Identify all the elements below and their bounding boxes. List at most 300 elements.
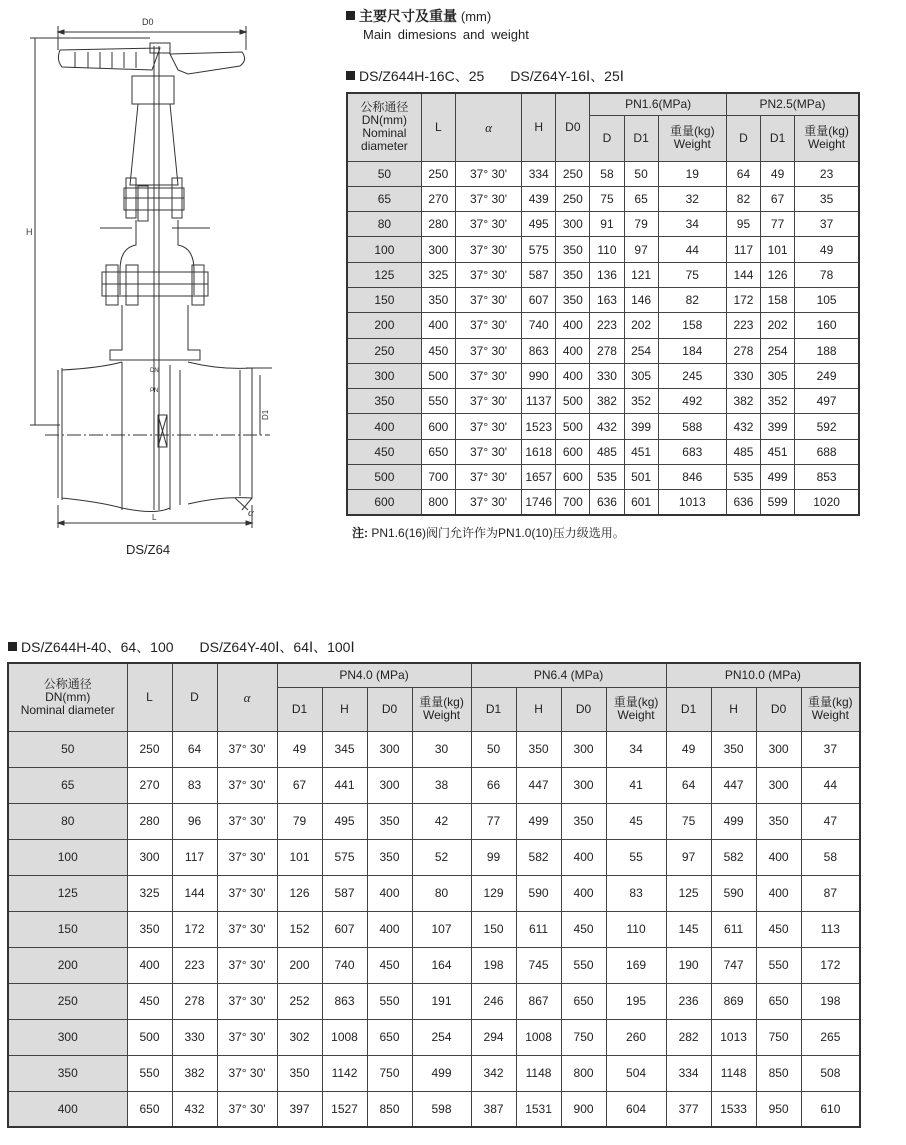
header-weight <box>606 687 666 731</box>
table-cell: 254 <box>761 338 795 363</box>
row-dn-cell: 350 <box>8 1055 127 1091</box>
table-cell: 50 <box>624 161 658 186</box>
table-cell: 144 <box>172 875 217 911</box>
table-cell: 1523 <box>522 414 556 439</box>
table-cell: 350 <box>561 803 606 839</box>
table-cell: 1527 <box>322 1091 367 1127</box>
table-cell: 75 <box>666 803 711 839</box>
header-l: L <box>127 663 172 731</box>
table-cell: 1618 <box>522 439 556 464</box>
table-cell: 500 <box>127 1019 172 1055</box>
table-cell: 747 <box>711 947 756 983</box>
table-cell: 350 <box>421 287 455 312</box>
table-cell: 110 <box>606 911 666 947</box>
dimension-table-pn16-25 <box>346 92 860 516</box>
table-cell: 450 <box>756 911 801 947</box>
table-cell: 495 <box>522 212 556 237</box>
table-cell: 550 <box>367 983 412 1019</box>
table-cell: 485 <box>590 439 624 464</box>
table-cell: 37° 30' <box>455 287 521 312</box>
table-cell: 450 <box>421 338 455 363</box>
row-dn-cell: 300 <box>8 1019 127 1055</box>
table-cell: 252 <box>277 983 322 1019</box>
table-cell: 451 <box>761 439 795 464</box>
header-group-pn64: PN6.4 (MPa) <box>471 663 666 687</box>
table-cell: 377 <box>666 1091 711 1127</box>
table-cell: 117 <box>172 839 217 875</box>
table-cell: 65 <box>624 186 658 211</box>
table-cell: 600 <box>556 439 590 464</box>
table-cell: 400 <box>367 911 412 947</box>
dn-plate-label: DN <box>150 368 159 374</box>
table-cell: 1148 <box>516 1055 561 1091</box>
header-weight-en: Weight <box>811 708 849 722</box>
header-weight-cn: 重量(kg) <box>669 124 715 138</box>
row-dn-cell: 500 <box>347 465 421 490</box>
header-weight-en: Weight <box>808 137 846 151</box>
table-cell: 750 <box>561 1019 606 1055</box>
table-cell: 382 <box>726 389 760 414</box>
header-dn-en2: Nominal diameter <box>20 702 115 717</box>
table-cell: 136 <box>590 262 624 287</box>
table-cell: 500 <box>556 414 590 439</box>
table-cell: 1013 <box>658 490 726 515</box>
table-row <box>347 186 859 211</box>
table-row <box>347 389 859 414</box>
table-cell: 740 <box>522 313 556 338</box>
table-cell: 900 <box>561 1091 606 1127</box>
table-row <box>347 161 859 186</box>
table-cell: 300 <box>561 731 606 767</box>
table-cell: 160 <box>795 313 859 338</box>
table-cell: 280 <box>127 803 172 839</box>
table-row <box>8 983 860 1019</box>
row-dn-cell: 65 <box>347 186 421 211</box>
table-cell: 79 <box>624 212 658 237</box>
table-cell: 79 <box>277 803 322 839</box>
table-cell: 126 <box>277 875 322 911</box>
header-alpha: α <box>217 663 277 731</box>
table-cell: 588 <box>658 414 726 439</box>
table-cell: 49 <box>666 731 711 767</box>
table-cell: 64 <box>666 767 711 803</box>
table-cell: 37° 30' <box>217 911 277 947</box>
header-l: L <box>421 93 455 161</box>
table-cell: 125 <box>666 875 711 911</box>
table-cell: 325 <box>127 875 172 911</box>
table-cell: 397 <box>277 1091 322 1127</box>
table-cell: 400 <box>421 313 455 338</box>
table-cell: 44 <box>801 767 860 803</box>
valve-drawing <box>20 10 320 530</box>
table-cell: 950 <box>756 1091 801 1127</box>
table-cell: 1137 <box>522 389 556 414</box>
table1-note <box>352 524 625 541</box>
table-cell: 55 <box>606 839 666 875</box>
table-cell: 740 <box>322 947 367 983</box>
table-cell: 278 <box>590 338 624 363</box>
h-dimension <box>26 38 150 425</box>
table-cell: 191 <box>412 983 471 1019</box>
table-cell: 305 <box>624 363 658 388</box>
table-cell: 37° 30' <box>455 439 521 464</box>
row-dn-cell: 80 <box>8 803 127 839</box>
header-alpha: α <box>455 93 521 161</box>
table-cell: 550 <box>756 947 801 983</box>
table-cell: 400 <box>556 338 590 363</box>
table-row <box>8 767 860 803</box>
table-cell: 254 <box>412 1019 471 1055</box>
header-d: D <box>726 115 760 161</box>
row-dn-cell: 200 <box>8 947 127 983</box>
d1-label: D1 <box>261 409 270 420</box>
handwheel <box>58 43 244 74</box>
row-dn-cell: 100 <box>347 237 421 262</box>
table-cell: 499 <box>761 465 795 490</box>
table-row <box>8 803 860 839</box>
l-dimension <box>58 505 252 528</box>
table-cell: 800 <box>421 490 455 515</box>
table-cell: 300 <box>561 767 606 803</box>
table-cell: 400 <box>561 839 606 875</box>
table-cell: 58 <box>801 839 860 875</box>
table-cell: 500 <box>556 389 590 414</box>
dimension-table-pn40-64-100 <box>7 662 861 1128</box>
header-d1: D1 <box>761 115 795 161</box>
table-cell: 700 <box>421 465 455 490</box>
header-weight-cn: 重量(kg) <box>613 695 659 709</box>
table-cell: 97 <box>624 237 658 262</box>
table-cell: 600 <box>421 414 455 439</box>
table-cell: 49 <box>795 237 859 262</box>
table-cell: 32 <box>658 186 726 211</box>
table-cell: 19 <box>658 161 726 186</box>
header-d0: D0 <box>556 93 590 161</box>
table-cell: 382 <box>172 1055 217 1091</box>
table-cell: 200 <box>277 947 322 983</box>
table-cell: 236 <box>666 983 711 1019</box>
table-row <box>8 947 860 983</box>
section-subtitle: Main dimesions and weight <box>363 27 529 42</box>
header-d1: D1 <box>666 687 711 731</box>
header-d1: D1 <box>277 687 322 731</box>
table-cell: 129 <box>471 875 516 911</box>
table-cell: 37° 30' <box>217 839 277 875</box>
table-cell: 113 <box>801 911 860 947</box>
table-cell: 590 <box>516 875 561 911</box>
table-cell: 37° 30' <box>217 875 277 911</box>
table-cell: 325 <box>421 262 455 287</box>
header-dn-en1: DN(mm) <box>361 113 408 128</box>
table-cell: 450 <box>127 983 172 1019</box>
row-dn-cell: 65 <box>8 767 127 803</box>
header-h: H <box>322 687 367 731</box>
table-cell: 66 <box>471 767 516 803</box>
table-cell: 334 <box>522 161 556 186</box>
table-cell: 80 <box>412 875 471 911</box>
table-cell: 294 <box>471 1019 516 1055</box>
table-cell: 350 <box>516 731 561 767</box>
table-cell: 610 <box>801 1091 860 1127</box>
l-label: L <box>152 513 157 522</box>
table-row <box>347 262 859 287</box>
table-cell: 300 <box>367 767 412 803</box>
table-cell: 47 <box>801 803 860 839</box>
table-cell: 45 <box>606 803 666 839</box>
table-cell: 1013 <box>711 1019 756 1055</box>
table-cell: 37° 30' <box>455 237 521 262</box>
table-cell: 432 <box>590 414 624 439</box>
table-cell: 1142 <box>322 1055 367 1091</box>
title-unit: (mm) <box>460 9 492 24</box>
table-cell: 270 <box>127 767 172 803</box>
table-row <box>8 1019 860 1055</box>
table-cell: 305 <box>761 363 795 388</box>
table-cell: 683 <box>658 439 726 464</box>
table-cell: 497 <box>795 389 859 414</box>
model-a: DS/Z644H-16C、25 <box>359 68 485 84</box>
table-cell: 492 <box>658 389 726 414</box>
table-cell: 37° 30' <box>217 767 277 803</box>
table-cell: 688 <box>795 439 859 464</box>
table-row <box>347 338 859 363</box>
table-cell: 95 <box>726 212 760 237</box>
table-cell: 650 <box>421 439 455 464</box>
table-cell: 601 <box>624 490 658 515</box>
table-cell: 300 <box>421 237 455 262</box>
table-cell: 599 <box>761 490 795 515</box>
table-cell: 282 <box>666 1019 711 1055</box>
table-cell: 152 <box>277 911 322 947</box>
table-cell: 499 <box>711 803 756 839</box>
table-cell: 270 <box>421 186 455 211</box>
table-cell: 250 <box>556 186 590 211</box>
table-cell: 97 <box>666 839 711 875</box>
table-cell: 82 <box>658 287 726 312</box>
row-dn-cell: 300 <box>347 363 421 388</box>
table-cell: 260 <box>606 1019 666 1055</box>
table-cell: 101 <box>761 237 795 262</box>
table-cell: 863 <box>522 338 556 363</box>
table-cell: 750 <box>367 1055 412 1091</box>
header-dn-en2: Nominal <box>362 126 407 141</box>
table1-body <box>347 161 859 515</box>
row-dn-cell: 400 <box>8 1091 127 1127</box>
table-cell: 145 <box>666 911 711 947</box>
table-row <box>347 490 859 515</box>
table-cell: 1746 <box>522 490 556 515</box>
table-cell: 163 <box>590 287 624 312</box>
header-weight <box>795 115 859 161</box>
table-cell: 278 <box>172 983 217 1019</box>
table-cell: 41 <box>606 767 666 803</box>
table-cell: 91 <box>590 212 624 237</box>
table-cell: 195 <box>606 983 666 1019</box>
table-cell: 169 <box>606 947 666 983</box>
table-cell: 853 <box>795 465 859 490</box>
header-d1: D1 <box>471 687 516 731</box>
table-cell: 650 <box>127 1091 172 1127</box>
table-cell: 575 <box>522 237 556 262</box>
row-dn-cell: 125 <box>347 262 421 287</box>
table-cell: 37° 30' <box>455 465 521 490</box>
table-cell: 101 <box>277 839 322 875</box>
table-cell: 650 <box>367 1019 412 1055</box>
row-dn-cell: 100 <box>8 839 127 875</box>
table-cell: 439 <box>522 186 556 211</box>
table-cell: 158 <box>658 313 726 338</box>
table-cell: 590 <box>711 875 756 911</box>
table-cell: 447 <box>516 767 561 803</box>
table-cell: 75 <box>590 186 624 211</box>
header-weight <box>658 115 726 161</box>
valve-body <box>45 220 270 512</box>
d0-dimension <box>58 17 246 50</box>
table-cell: 49 <box>761 161 795 186</box>
table-cell: 592 <box>795 414 859 439</box>
row-dn-cell: 400 <box>347 414 421 439</box>
row-dn-cell: 200 <box>347 313 421 338</box>
table-cell: 350 <box>127 911 172 947</box>
table-cell: 607 <box>322 911 367 947</box>
table-cell: 300 <box>367 731 412 767</box>
table-cell: 42 <box>412 803 471 839</box>
table-cell: 330 <box>590 363 624 388</box>
header-weight-cn: 重量(kg) <box>804 124 849 138</box>
table-cell: 223 <box>590 313 624 338</box>
table-cell: 223 <box>172 947 217 983</box>
table-cell: 400 <box>556 313 590 338</box>
header-d0: D0 <box>561 687 606 731</box>
bullet-square-icon <box>346 11 355 20</box>
table-cell: 38 <box>412 767 471 803</box>
table-cell: 1008 <box>322 1019 367 1055</box>
table-cell: 1008 <box>516 1019 561 1055</box>
table-row <box>8 731 860 767</box>
table-cell: 508 <box>801 1055 860 1091</box>
header-dn-en3: diameter <box>361 139 408 154</box>
table-cell: 867 <box>516 983 561 1019</box>
table-cell: 223 <box>726 313 760 338</box>
table-cell: 495 <box>322 803 367 839</box>
table-cell: 126 <box>761 262 795 287</box>
table-cell: 82 <box>726 186 760 211</box>
model-b: DS/Z64Y-16Ⅰ、25Ⅰ <box>510 68 624 84</box>
table-cell: 83 <box>172 767 217 803</box>
table-cell: 334 <box>666 1055 711 1091</box>
table-cell: 164 <box>412 947 471 983</box>
table-cell: 172 <box>172 911 217 947</box>
alpha-angle <box>235 498 254 519</box>
header-weight-cn: 重量(kg) <box>808 695 853 709</box>
row-dn-cell: 250 <box>347 338 421 363</box>
table-cell: 34 <box>606 731 666 767</box>
table-cell: 382 <box>590 389 624 414</box>
table-cell: 37° 30' <box>455 262 521 287</box>
table-cell: 650 <box>561 983 606 1019</box>
note-text: PN1.6(16)阀门允许作为PN1.0(10)压力级选用。 <box>371 526 625 540</box>
table2-model-heading <box>8 637 355 657</box>
table-cell: 800 <box>561 1055 606 1091</box>
table-cell: 432 <box>172 1091 217 1127</box>
header-group-pn16: PN1.6(MPa) <box>590 93 727 115</box>
header-d1: D1 <box>624 115 658 161</box>
table-cell: 30 <box>412 731 471 767</box>
bullet-square-icon <box>346 71 355 80</box>
table-cell: 1148 <box>711 1055 756 1091</box>
table-cell: 350 <box>556 287 590 312</box>
header-dn-cn: 公称通径 <box>43 676 92 691</box>
table-cell: 499 <box>516 803 561 839</box>
table2-body <box>8 731 860 1127</box>
table-row <box>347 287 859 312</box>
header-dn <box>8 663 127 731</box>
table-row <box>347 465 859 490</box>
table-cell: 587 <box>522 262 556 287</box>
table-cell: 535 <box>726 465 760 490</box>
table-cell: 350 <box>556 237 590 262</box>
header-weight <box>412 687 471 731</box>
drawing-caption: DS/Z64 <box>126 542 171 557</box>
d1-dimension <box>246 368 272 435</box>
table-row <box>347 439 859 464</box>
table-cell: 49 <box>277 731 322 767</box>
header-d0: D0 <box>367 687 412 731</box>
table-cell: 598 <box>412 1091 471 1127</box>
table-cell: 399 <box>761 414 795 439</box>
table-cell: 500 <box>421 363 455 388</box>
table-cell: 184 <box>658 338 726 363</box>
table-cell: 501 <box>624 465 658 490</box>
table-cell: 451 <box>624 439 658 464</box>
table-cell: 441 <box>322 767 367 803</box>
table-cell: 37° 30' <box>217 983 277 1019</box>
table-cell: 172 <box>801 947 860 983</box>
row-dn-cell: 50 <box>8 731 127 767</box>
table-cell: 58 <box>590 161 624 186</box>
table1-model-heading <box>346 66 624 86</box>
table-cell: 399 <box>624 414 658 439</box>
row-dn-cell: 150 <box>347 287 421 312</box>
table-cell: 535 <box>590 465 624 490</box>
table-cell: 863 <box>322 983 367 1019</box>
table-cell: 37° 30' <box>455 414 521 439</box>
table-cell: 121 <box>624 262 658 287</box>
row-dn-cell: 80 <box>347 212 421 237</box>
table-cell: 198 <box>471 947 516 983</box>
table-cell: 78 <box>795 262 859 287</box>
table-cell: 650 <box>756 983 801 1019</box>
table-row <box>8 839 860 875</box>
table-cell: 37° 30' <box>455 363 521 388</box>
table-cell: 202 <box>761 313 795 338</box>
table-cell: 52 <box>412 839 471 875</box>
table-cell: 37 <box>795 212 859 237</box>
header-h: H <box>522 93 556 161</box>
table-cell: 37° 30' <box>217 947 277 983</box>
table-cell: 745 <box>516 947 561 983</box>
table-cell: 37° 30' <box>217 1055 277 1091</box>
table-cell: 64 <box>726 161 760 186</box>
table-cell: 350 <box>367 803 412 839</box>
table-cell: 330 <box>726 363 760 388</box>
table-cell: 64 <box>172 731 217 767</box>
model-b: DS/Z64Y-40Ⅰ、64Ⅰ、100Ⅰ <box>199 639 355 655</box>
header-dn-cn: 公称通径 <box>360 100 409 115</box>
table-cell: 37° 30' <box>455 313 521 338</box>
table-cell: 280 <box>421 212 455 237</box>
alpha-label: α <box>248 507 254 519</box>
